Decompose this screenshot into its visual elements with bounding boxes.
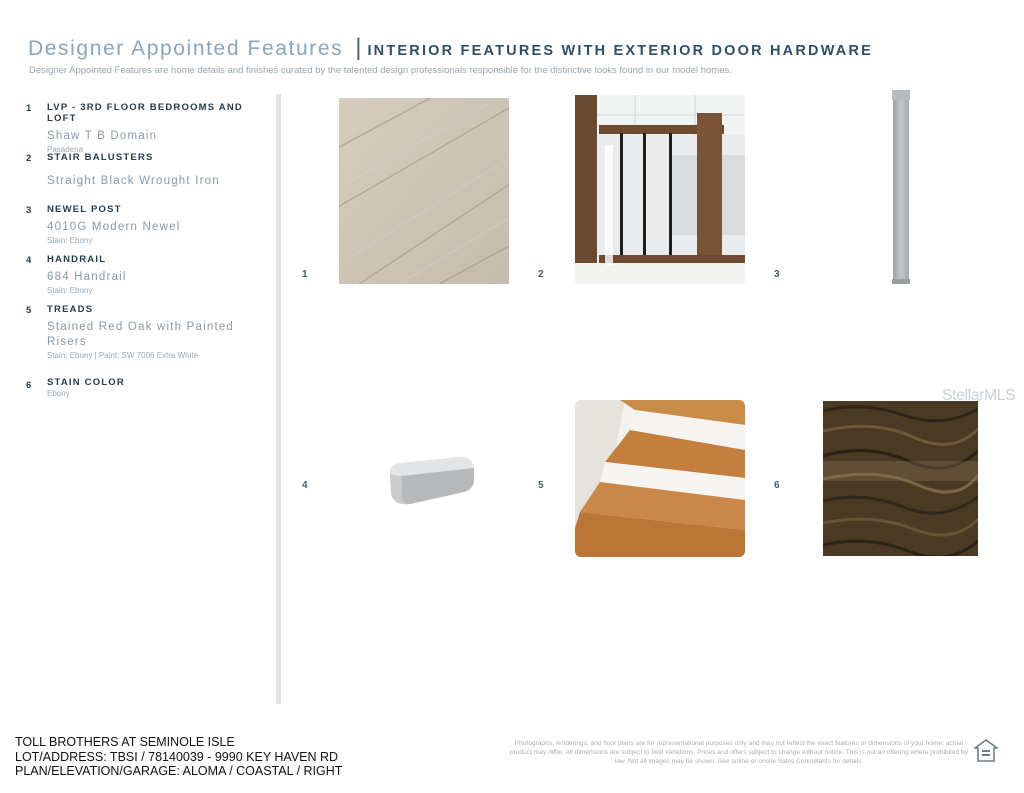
feature-value: 684 Handrail [47,271,127,283]
page-header [28,34,873,62]
feature-number: 3 [26,205,32,216]
community-name: TOLL BROTHERS AT SEMINOLE ISLE [15,735,235,749]
feature-number: 6 [26,380,32,391]
newel-post-image [891,90,911,284]
page-subtitle: Designer Appointed Features are home details and finishes curated by the talented design professionals responsible for the distinctive looks found in our model homes. [29,65,732,76]
feature-item-stain-color [26,377,271,407]
footer-lot-info [15,735,342,779]
feature-value: Stained Red Oak with Painted Risers [47,321,235,348]
feature-number: 2 [26,153,32,164]
feature-item-stair-balusters [26,152,271,204]
stair-treads-image [575,400,745,557]
brand-title: Designer Appointed Features [28,37,344,60]
feature-item-treads [26,304,271,377]
stair-balusters-image [575,95,745,284]
gallery-number-5: 5 [538,480,544,491]
feature-title: STAIR BALUSTERS [47,152,154,163]
feature-item-handrail [26,254,271,304]
feature-number: 5 [26,305,32,316]
feature-value: 4010G Modern Newel [47,221,181,233]
ebony-stain-swatch-image [823,401,978,556]
feature-number: 4 [26,255,32,266]
feature-note: Stain: Ebony [47,286,93,295]
header-divider: | [355,34,362,61]
lvp-flooring-image [339,98,509,284]
feature-note: Ebony [47,389,70,398]
equal-housing-icon [974,739,998,763]
feature-title: LVP - 3RD FLOOR BEDROOMS AND LOFT [47,102,243,124]
watermark: StellarMLS [942,387,1016,404]
feature-item-lvp [26,102,271,152]
feature-number: 1 [26,103,32,114]
gallery-number-3: 3 [774,269,780,280]
feature-note: Pasadena [47,145,84,154]
gallery-number-1: 1 [302,269,308,280]
feature-title: NEWEL POST [47,204,122,215]
feature-item-newel-post [26,204,271,254]
feature-title: TREADS [47,304,94,315]
feature-value: Straight Black Wrought Iron [47,175,220,187]
gallery-number-4: 4 [302,480,308,491]
feature-value: Shaw T B Domain [47,130,158,142]
feature-note: Stain: Ebony | Paint: SW 7006 Extra White [47,351,199,360]
feature-list [26,102,271,407]
section-title: INTERIOR FEATURES WITH EXTERIOR DOOR HARDWARE [367,43,873,59]
column-divider [276,94,281,704]
handrail-profile-image [388,456,476,508]
feature-title: HANDRAIL [47,254,107,265]
legal-disclaimer: Photographs, renderings, and floor plans are for representational purposes only and may not reflect the exact features or dimensions of your home; actual product may differ. All dimensions are subject to field variations. Prices and offers subject to change without notice. This is not an offering where prohibited by law. Not all images may be shown. See online or onsite Sales Consultants for details. [509,740,969,765]
gallery-number-6: 6 [774,480,780,491]
gallery-number-2: 2 [538,269,544,280]
plan-elevation-garage: PLAN/ELEVATION/GARAGE: ALOMA / COASTAL / RIGHT [15,764,343,778]
feature-note: Stain: Ebony [47,236,93,245]
feature-title: STAIN COLOR [47,377,125,388]
lot-address: LOT/ADDRESS: TBSI / 78140039 - 9990 KEY HAVEN RD [15,749,339,764]
